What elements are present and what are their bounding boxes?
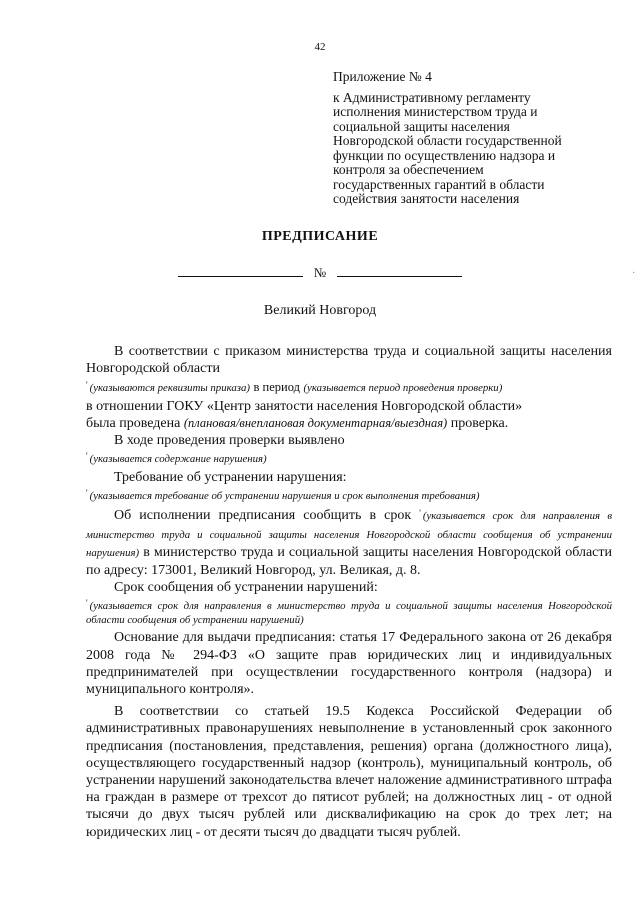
appendix-block [333, 70, 613, 207]
appendix-line: исполнения министерством труда и [333, 104, 538, 119]
tick-mark: ' [419, 508, 421, 519]
note-findings [86, 450, 612, 467]
paragraph-organization: в отношении ГОКУ «Центр занятости населения Новгородской области» [86, 398, 523, 414]
paragraph-order: В соответствии с приказом министерства труда и социальной защиты населения Новгородской области [86, 344, 612, 377]
appendix-line: содействия занятости населения [333, 191, 520, 206]
inspection-type: (плановая/внеплановая документарная/выездная) [183, 415, 448, 430]
tick-mark: ' [86, 380, 88, 391]
number-sign: № [313, 265, 327, 280]
appendix-line: социальной защиты населения [333, 118, 510, 134]
note-correction-deadline-text: (указывается срок для направления в министерство труда и социальной защиты населения Новгородской области сообщения об устранении нарушений) [86, 600, 612, 626]
note-findings-text: (указывается содержание нарушения) [89, 453, 267, 466]
document-title: ПРЕДПИСАНИЕ [261, 229, 379, 244]
note-period: (указывается период проведения проверки) [303, 382, 503, 395]
paragraph-order-details [86, 377, 612, 397]
inspection-type-end: проверка. [450, 415, 509, 431]
paragraph-legal-basis: Основание для выдачи предписания: статья 17 Федерального закона от 26 декабря 2008 года № 294-ФЗ «О защите прав юридических лиц и индивидуальных предпринимателей при осуществлении государственного контроля (надзора) и муниципального контроля». [86, 630, 612, 698]
appendix-line: Новгородской области государственной [333, 133, 562, 148]
paragraph-findings: В ходе проведения проверки выявлено [114, 433, 345, 449]
appendix-line: функции по осуществлению надзора и [333, 147, 556, 163]
document-number-line [0, 264, 640, 281]
report-deadline-end: в министерство труда и социальной защиты населения Новгородской области по адресу: 173001, Великий Новгород, ул. Великая, д. 8. [86, 544, 612, 579]
city: Великий Новгород [263, 303, 377, 318]
note-correction-deadline [86, 597, 612, 627]
paragraph-report-deadline [86, 505, 612, 579]
appendix-title: Приложение № 4 [333, 69, 432, 84]
inspection-type-start: была проведена [86, 415, 181, 431]
number-blank [337, 264, 462, 277]
page-number: 42 [314, 41, 326, 53]
document-body [86, 343, 612, 841]
tick-mark: ' [86, 598, 88, 609]
date-blank [178, 264, 303, 277]
appendix-line: к Административному регламенту [333, 89, 531, 105]
paragraph-correction-deadline: Срок сообщения об устранении нарушений: [114, 580, 378, 596]
note-order-requisites: (указываются реквизиты приказа) [89, 382, 250, 395]
note-requirement-text: (указывается требование об устранении нарушения и срок выполнения требования) [89, 489, 480, 502]
tick-mark: ' [86, 487, 88, 498]
appendix-line: государственных гарантий в области [333, 176, 545, 192]
appendix-line: контроля за обеспечением [333, 162, 484, 177]
period-label: в период [253, 380, 300, 395]
report-deadline-start: Об исполнении предписания сообщить в срок [114, 508, 412, 524]
note-report-deadline: (указывается срок для направления в министерство труда и социальной защиты населения Новгородской области сообщения об устранении нарушения) [86, 510, 613, 559]
paragraph-requirement: Требование об устранении нарушения: [114, 469, 347, 485]
paragraph-liability: В соответствии со статьей 19.5 Кодекса Российской Федерации об административных правонарушениях невыполнение в установленный срок законного предписания (постановления, представления, решения) органа (должностного лица), осуществляющего государственный надзор (контроль), муниципальный контроль, об устранении нарушений законодательства влечет наложение административного штрафа на граждан в размере от трехсот до пятисот рублей; на должностных лиц - от одной тысячи до двух тысяч рублей или дисквалификацию на срок до трех лет; на юридических лиц - от десяти тысяч до двадцати тысяч рублей. [86, 704, 612, 840]
paragraph-inspection-type [86, 415, 612, 432]
tick-mark: ' [86, 451, 88, 462]
scan-edge-mark: · [632, 268, 636, 279]
note-requirement [86, 487, 612, 504]
